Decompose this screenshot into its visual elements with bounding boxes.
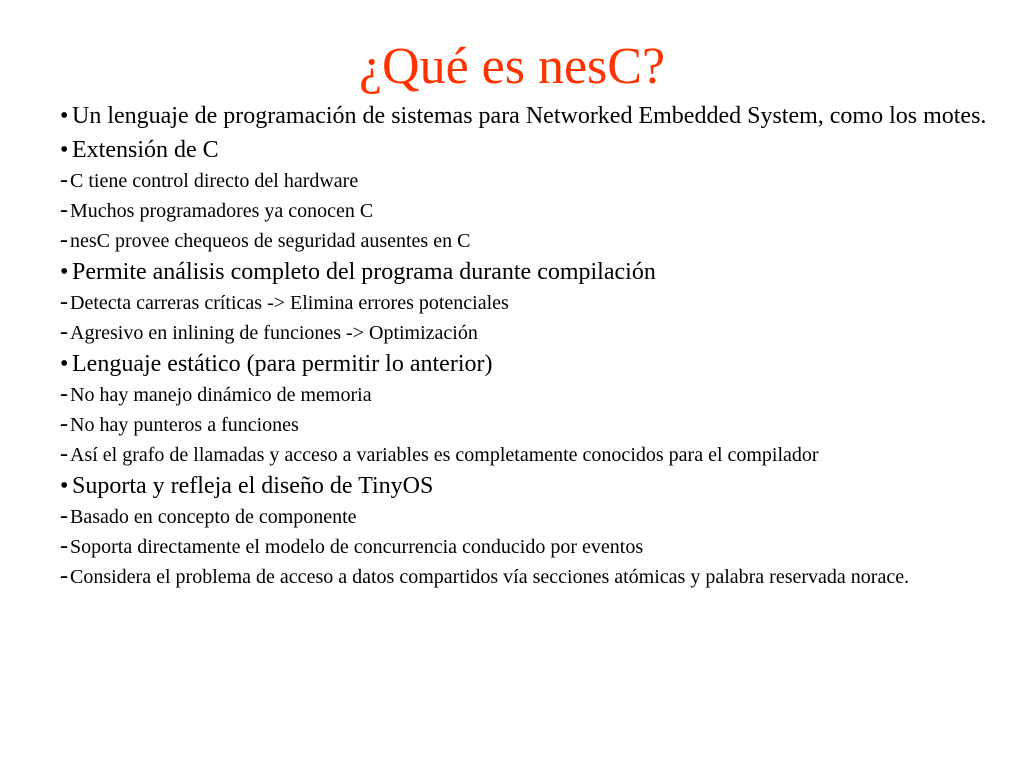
bullet-item (60, 260, 1000, 285)
dash-item (60, 167, 1000, 193)
dash-item (60, 227, 1000, 253)
dash-marker: - (60, 533, 68, 559)
dash-marker: - (60, 197, 68, 223)
dash-item (60, 289, 1000, 315)
slide-title: ¿Qué es nesC? (358, 38, 666, 95)
dash-marker: - (60, 167, 68, 193)
bullet-marker: • (60, 473, 69, 499)
dash-text: Soporta directamente el modelo de concurrencia conducido por eventos (70, 536, 644, 558)
dash-text: nesC provee chequeos de seguridad ausentes en C (70, 230, 471, 252)
dash-marker: - (60, 381, 68, 407)
dash-text: Basado en concepto de componente (70, 506, 357, 528)
dash-text: Así el grafo de llamadas y acceso a variables es completamente conocidos para el compilador (70, 444, 819, 466)
dash-item (60, 563, 1000, 589)
bullet-item (60, 474, 1000, 499)
dash-text: Muchos programadores ya conocen C (70, 200, 374, 222)
slide-body (60, 104, 1000, 596)
bullet-text: Permite análisis completo del programa durante compilación (72, 259, 656, 285)
dash-text: No hay manejo dinámico de memoria (70, 384, 372, 406)
dash-text: Considera el problema de acceso a datos compartidos vía secciones atómicas y palabra reservada norace. (70, 566, 910, 588)
dash-marker: - (60, 289, 68, 315)
dash-marker: - (60, 319, 68, 345)
bullet-item (60, 104, 1000, 129)
dash-marker: - (60, 441, 68, 467)
bullet-item (60, 352, 1000, 377)
dash-item (60, 411, 1000, 437)
bullet-marker: • (60, 103, 69, 129)
dash-text: Detecta carreras críticas -> Elimina errores potenciales (70, 292, 509, 314)
dash-text: C tiene control directo del hardware (70, 170, 359, 192)
dash-marker: - (60, 503, 68, 529)
bullet-text: Suporta y refleja el diseño de TinyOS (72, 473, 434, 499)
dash-text: No hay punteros a funciones (70, 414, 299, 436)
dash-item (60, 441, 1000, 467)
dash-text: Agresivo en inlining de funciones -> Optimización (70, 322, 478, 344)
bullet-text: Lenguaje estático (para permitir lo anterior) (72, 351, 493, 377)
dash-item (60, 319, 1000, 345)
bullet-item (60, 138, 1000, 163)
bullet-text: Extensión de C (72, 137, 219, 163)
dash-item (60, 503, 1000, 529)
bullet-text: Un lenguaje de programación de sistemas para Networked Embedded System, como los motes. (72, 103, 987, 129)
dash-item (60, 381, 1000, 407)
dash-marker: - (60, 563, 68, 589)
bullet-marker: • (60, 351, 69, 377)
dash-marker: - (60, 411, 68, 437)
dash-item (60, 197, 1000, 223)
bullet-marker: • (60, 137, 69, 163)
dash-marker: - (60, 227, 68, 253)
dash-item (60, 533, 1000, 559)
bullet-marker: • (60, 259, 69, 285)
